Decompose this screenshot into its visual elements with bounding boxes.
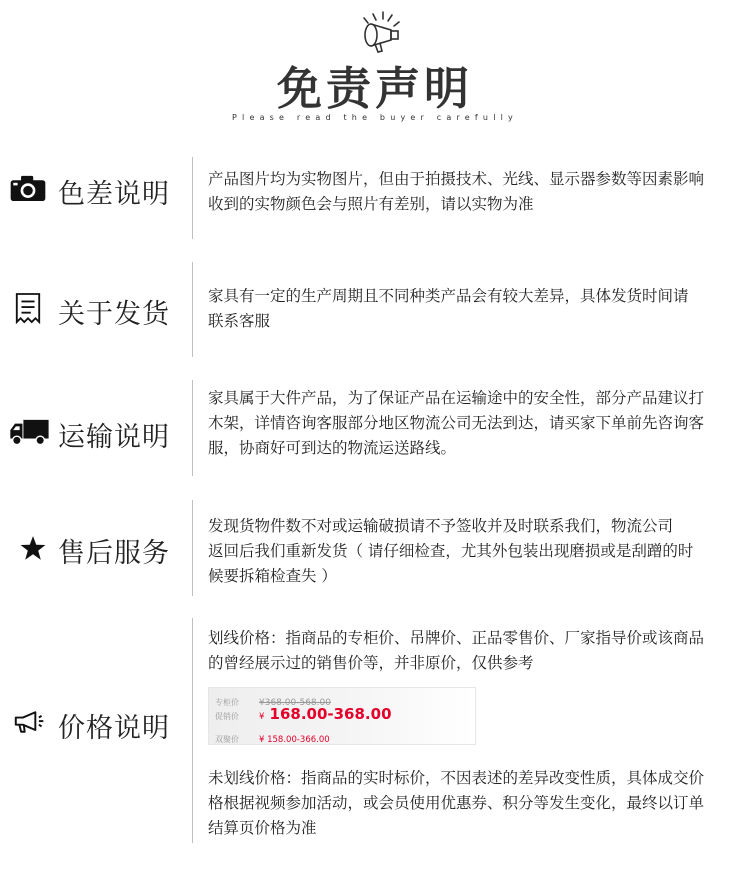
- price-label: 促销价: [215, 712, 239, 721]
- camera-icon: [10, 175, 46, 201]
- section-title: 运输说明: [58, 422, 170, 453]
- divider: [192, 157, 193, 239]
- currency-symbol: ¥: [259, 712, 265, 722]
- text-line: 候要拆箱检查失 ）: [208, 567, 337, 585]
- header: [0, 0, 750, 130]
- section-transport: [0, 380, 750, 480]
- price-row-promo: [215, 704, 392, 723]
- text-line: 划线价格：指商品的专柜价、吊牌价、正品零售价、厂家指导价或该商品: [208, 629, 705, 647]
- section-title: 售后服务: [58, 538, 170, 569]
- text-line: 收到的实物颜色会与照片有差别，请以实物为准: [208, 195, 534, 213]
- divider: [192, 380, 193, 476]
- star-icon: [20, 535, 46, 561]
- strikethrough-price: ¥368.00-568.00: [259, 698, 331, 708]
- section-title: 关于发货: [58, 299, 170, 330]
- section-text: [208, 386, 738, 461]
- section-after-sales: [0, 500, 750, 600]
- text-line: 的曾经展示过的销售价等，并非原价，仅供参考: [208, 654, 534, 672]
- receipt-icon: [14, 292, 42, 324]
- section-text-top: [208, 626, 738, 676]
- text-line: 格根据视频参加活动，或会员使用优惠券、积分等发生变化，最终以订单: [208, 794, 705, 812]
- section-color-difference: [0, 145, 750, 240]
- text-line: 产品图片均为实物图片，但由于拍摄技术、光线、显示器参数等因素影响: [208, 170, 705, 188]
- truck-icon: [8, 418, 50, 446]
- promo-price: 168.00-368.00: [269, 705, 392, 723]
- section-title: 价格说明: [58, 713, 170, 744]
- megaphone-icon: [14, 710, 46, 734]
- price-label: 双聚价: [215, 735, 239, 744]
- text-line: 未划线价格：指商品的实时标价，不因表述的差异改变性质，具体成交价: [208, 769, 705, 787]
- section-text: [208, 167, 738, 217]
- section-text: [208, 284, 738, 334]
- section-title: 色差说明: [58, 179, 170, 210]
- price-example-box: [208, 687, 476, 745]
- price-label: 专柜价: [215, 698, 239, 707]
- text-line: 返回后我们重新发货（ 请仔细检查，尤其外包装出现磨损或是刮蹭的时: [208, 542, 694, 560]
- section-price: [0, 618, 750, 878]
- text-line: 木架，详情咨询客服部分地区物流公司无法到达，请买家下单前先咨询客: [208, 414, 705, 432]
- text-line: 结算页价格为准: [208, 819, 317, 837]
- text-line: 联系客服: [208, 312, 271, 330]
- section-text: [208, 514, 738, 589]
- price-row-member: [215, 727, 330, 745]
- text-line: 家具属于大件产品，为了保证产品在运输途中的安全性，部分产品建议打: [208, 389, 705, 407]
- page-title: 免责声明: [276, 62, 473, 115]
- text-line: 服，协商好可到达的物流运送路线。: [208, 439, 457, 457]
- text-line: 发现货物件数不对或运输破损请不予签收并及时联系我们，物流公司: [208, 517, 674, 535]
- divider: [192, 500, 193, 596]
- page-subtitle: Please read the buyer carefully: [232, 113, 518, 122]
- text-line: 家具有一定的生产周期且不同种类产品会有较大差异，具体发货时间请: [208, 287, 689, 305]
- member-price: ¥ 158.00-366.00: [259, 735, 330, 745]
- megaphone-icon: [355, 8, 407, 56]
- section-shipping: [0, 262, 750, 357]
- section-text-bottom: [208, 766, 738, 841]
- divider: [192, 618, 193, 843]
- divider: [192, 262, 193, 357]
